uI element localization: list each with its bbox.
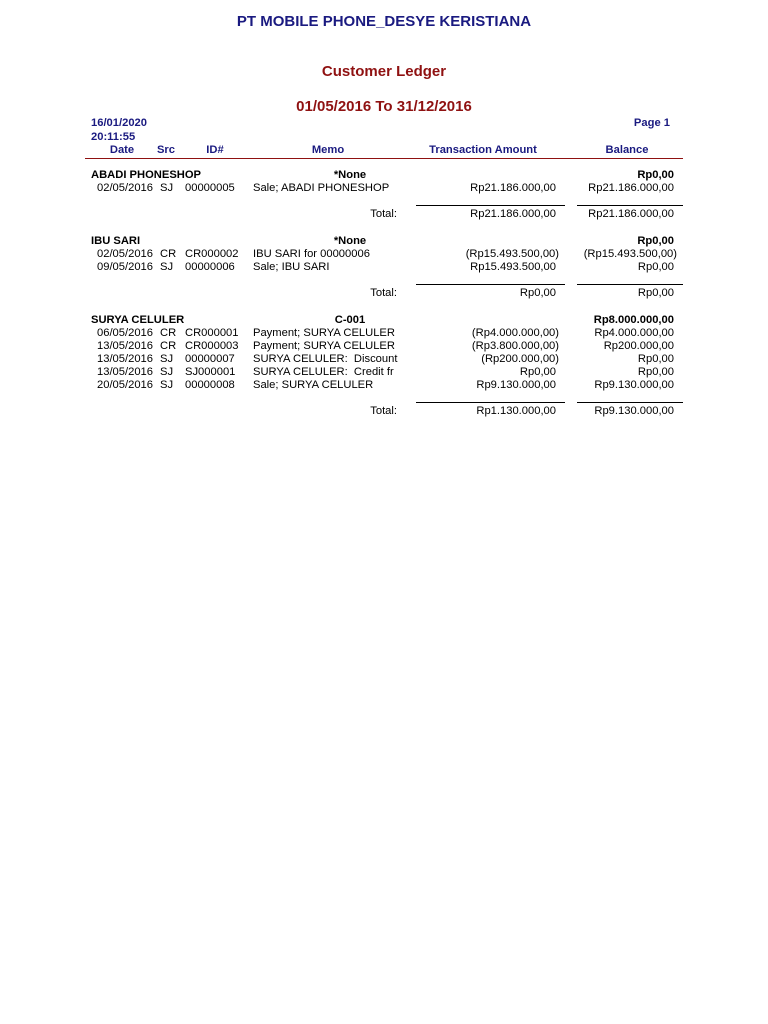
customer-opening-balance: Rp0,00 [637, 169, 674, 181]
total-amount: Rp21.186.000,00 [470, 208, 556, 220]
total-balance: Rp21.186.000,00 [588, 208, 674, 220]
transaction-memo: Payment; SURYA CELULER [253, 327, 395, 339]
transaction-balance: Rp0,00 [637, 366, 674, 378]
print-date: 16/01/2020 [91, 117, 147, 129]
customer-code: C-001 [334, 314, 366, 326]
transaction-id: 00000007 [185, 353, 235, 365]
transaction-src: CR [160, 340, 177, 352]
transaction-balance: (Rp15.493.500,00) [583, 248, 677, 260]
transaction-row [0, 366, 768, 379]
column-header-memo: Memo [311, 144, 345, 156]
transaction-src: SJ [160, 182, 174, 194]
transaction-amount: (Rp200.000,00) [481, 353, 559, 365]
customer-code: *None [333, 235, 367, 247]
transaction-balance: Rp4.000.000,00 [594, 327, 674, 339]
transaction-id: 00000006 [185, 261, 235, 273]
total-label: Total: [370, 405, 397, 417]
total-balance-rule [577, 284, 683, 285]
customer-header-row [0, 169, 768, 182]
total-rule-row [0, 205, 768, 206]
total-rule-row [0, 284, 768, 285]
transaction-date: 13/05/2016 [97, 366, 153, 378]
customer-code: *None [333, 169, 367, 181]
customer-header-row [0, 314, 768, 327]
total-amount: Rp0,00 [519, 287, 556, 299]
transaction-amount: (Rp3.800.000,00) [471, 340, 559, 352]
transaction-memo: SURYA CELULER: Credit fr [253, 366, 394, 378]
total-balance-rule [577, 402, 683, 403]
transaction-date: 13/05/2016 [97, 340, 153, 352]
transaction-row [0, 261, 768, 274]
transaction-row [0, 248, 768, 261]
customer-group [0, 169, 768, 221]
page-number: Page 1 [633, 117, 670, 129]
transaction-src: SJ [160, 366, 174, 378]
transaction-id: CR000002 [185, 248, 239, 260]
total-row [0, 287, 768, 300]
transaction-memo: SURYA CELULER: Discount [253, 353, 398, 365]
column-header-date: Date [109, 144, 135, 156]
column-header-transaction-amount: Transaction Amount [429, 144, 537, 156]
transaction-src: SJ [160, 379, 174, 391]
total-label: Total: [370, 208, 397, 220]
transaction-id: CR000001 [185, 327, 239, 339]
customer-opening-balance: Rp8.000.000,00 [593, 314, 674, 326]
transaction-src: CR [160, 327, 177, 339]
transaction-id: SJ000001 [185, 366, 236, 378]
header-divider [85, 158, 683, 159]
transaction-row [0, 379, 768, 392]
transaction-memo: Payment; SURYA CELULER [253, 340, 395, 352]
total-amount: Rp1.130.000,00 [476, 405, 556, 417]
column-header-id: ID# [206, 144, 224, 156]
transaction-date: 06/05/2016 [97, 327, 153, 339]
total-row [0, 405, 768, 418]
transaction-balance: Rp200.000,00 [603, 340, 674, 352]
total-balance: Rp0,00 [637, 287, 674, 299]
total-balance-rule [577, 205, 683, 206]
transaction-row [0, 182, 768, 195]
transaction-memo: Sale; SURYA CELULER [253, 379, 374, 391]
transaction-memo: Sale; IBU SARI [253, 261, 330, 273]
transaction-amount: Rp9.130.000,00 [476, 379, 556, 391]
transaction-date: 02/05/2016 [97, 182, 153, 194]
total-rule-row [0, 402, 768, 403]
transaction-src: SJ [160, 353, 174, 365]
total-label: Total: [370, 287, 397, 299]
column-header-src: Src [156, 144, 176, 156]
company-name: PT MOBILE PHONE_DESYE KERISTIANA [236, 13, 532, 30]
transaction-row [0, 353, 768, 366]
total-row [0, 208, 768, 221]
transaction-amount: Rp0,00 [519, 366, 556, 378]
transaction-id: CR000003 [185, 340, 239, 352]
ledger-body [0, 169, 768, 432]
transaction-date: 13/05/2016 [97, 353, 153, 365]
customer-name: SURYA CELULER [91, 314, 185, 326]
transaction-id: 00000005 [185, 182, 235, 194]
transaction-balance: Rp0,00 [637, 261, 674, 273]
customer-name: ABADI PHONESHOP [91, 169, 202, 181]
transaction-row [0, 327, 768, 340]
transaction-amount: Rp15.493.500,00 [470, 261, 556, 273]
transaction-balance: Rp9.130.000,00 [594, 379, 674, 391]
transaction-balance: Rp0,00 [637, 353, 674, 365]
transaction-src: CR [160, 248, 177, 260]
total-amount-rule [416, 205, 565, 206]
transaction-date: 02/05/2016 [97, 248, 153, 260]
transaction-id: 00000008 [185, 379, 235, 391]
transaction-amount: (Rp4.000.000,00) [471, 327, 559, 339]
total-balance: Rp9.130.000,00 [594, 405, 674, 417]
customer-header-row [0, 235, 768, 248]
report-period: 01/05/2016 To 31/12/2016 [296, 98, 472, 115]
transaction-amount: (Rp15.493.500,00) [465, 248, 559, 260]
customer-group [0, 235, 768, 300]
print-time: 20:11:55 [91, 131, 136, 143]
customer-name: IBU SARI [91, 235, 141, 247]
column-header-balance: Balance [605, 144, 649, 156]
transaction-balance: Rp21.186.000,00 [588, 182, 674, 194]
customer-opening-balance: Rp0,00 [637, 235, 674, 247]
transaction-memo: Sale; ABADI PHONESHOP [253, 182, 390, 194]
report-title: Customer Ledger [321, 63, 447, 80]
transaction-date: 20/05/2016 [97, 379, 153, 391]
transaction-row [0, 340, 768, 353]
transaction-amount: Rp21.186.000,00 [470, 182, 556, 194]
customer-group [0, 314, 768, 418]
transaction-date: 09/05/2016 [97, 261, 153, 273]
total-amount-rule [416, 402, 565, 403]
transaction-memo: IBU SARI for 00000006 [253, 248, 370, 260]
transaction-src: SJ [160, 261, 174, 273]
total-amount-rule [416, 284, 565, 285]
